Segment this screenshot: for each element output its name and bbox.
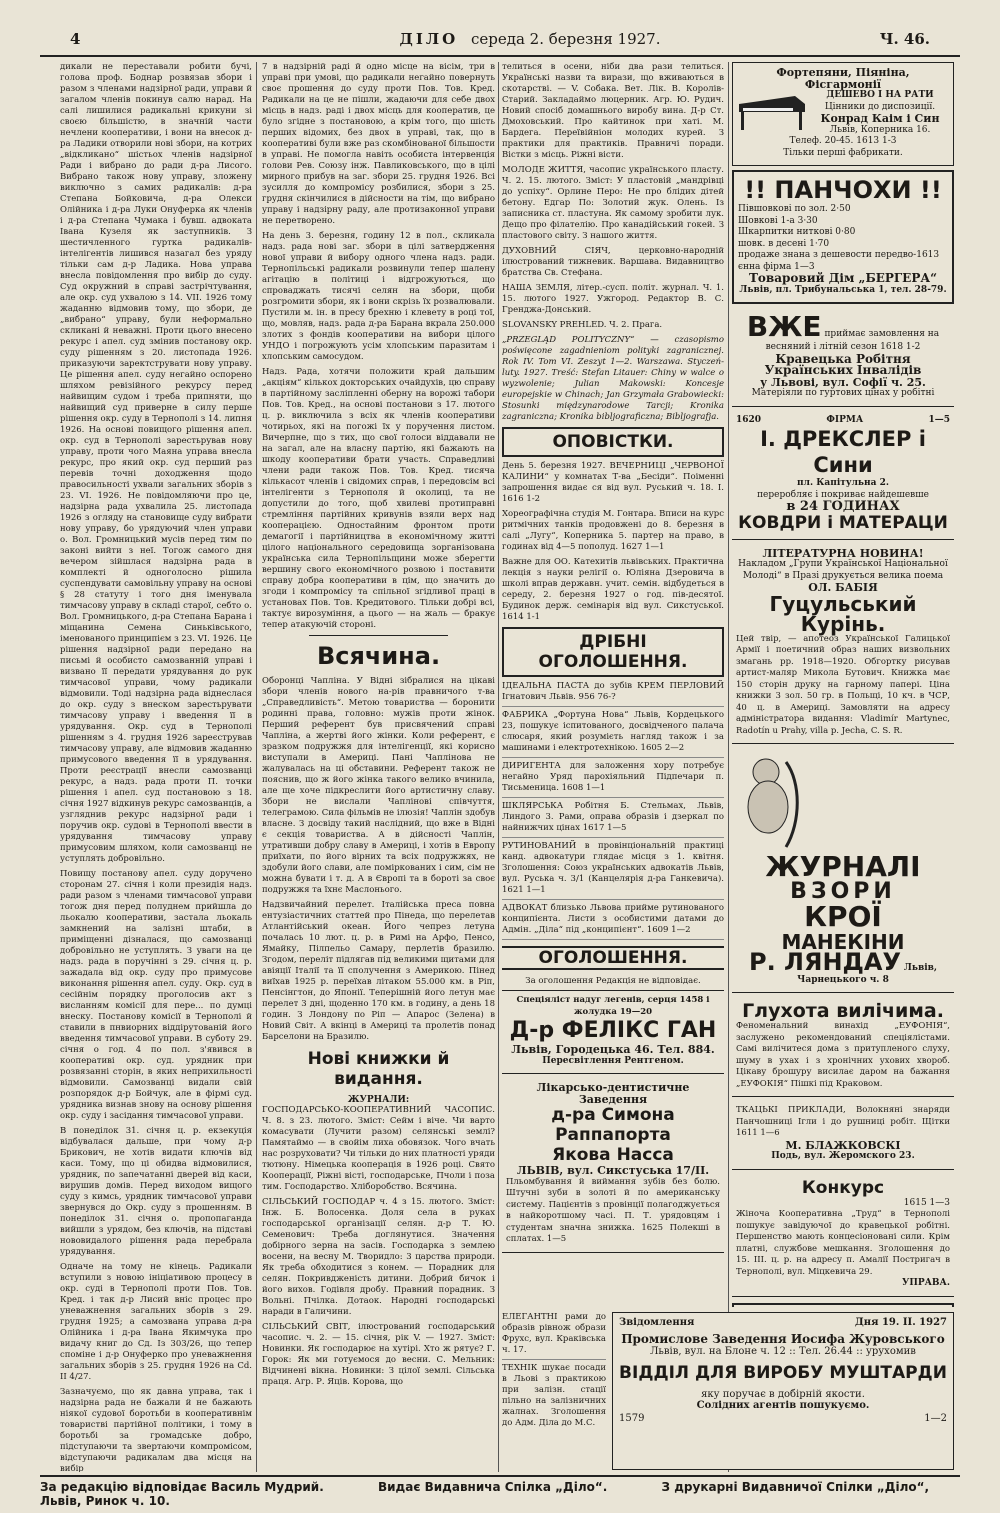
mustard-ad — [612, 1312, 954, 1470]
piano-ad — [732, 62, 954, 166]
mustard-line: Промислове Заведення Иосифа Журовського — [621, 1332, 945, 1346]
weaving-ad — [732, 1101, 954, 1170]
footer-editor: За редакцію відповідає Василь Мудрий. — [40, 1480, 324, 1494]
drexler-address: пл. Капітульна 2. — [797, 478, 889, 488]
article-paragraph: Надз. Рада, хотячи положити край дальшим „акціям“ кількох докторських очайдухів, цю справу в партійному засліпленні оберну на ворожі табори Пов. Тов. Кред., на основі постанови з 17. лютого ц. р. виключила з всіх як членів кооперативи чотирьох, які на погожі їх у поручення листом. Вичерпне, що з тих, що свої голоси віддавали не на загал, але на власну партію, які бажають на шкоду кооперативи брати участь. Справедливі члени ради також Пов. Тов. Кред. тисяча кількасот членів і свідомих справ, і передовсім всі інтелігенти з Тернополя й околиці, та не допустили до того, щоб хвилеві протиправні стремління партійних кривунів взяли верх над кооперацією. Одностайним фронтом проти демагогії і партійництва в економічному житті цілого національного середовища зорганізована українська сила Тернопільщини може зберегти вершину свого економічного розвою і поставити справу добра кооперативи в цім, що значить до згоди і компромісу та спільної згідливої праці в установах Пов. Тов. Кредитового. Тільки добрі всі, тактує вирозуміння, а цього — на жаль — бракує тепер атакуючій стороні. — [262, 367, 495, 630]
weaving-name: М. БЛАЖКОВСКІ — [785, 1138, 901, 1152]
column-2 — [262, 62, 495, 1472]
piano-note: Тільки перші фабрикати. — [783, 147, 903, 158]
issue-number: Ч. 46. — [879, 30, 930, 48]
spread-paper-slogan — [732, 1303, 954, 1308]
book-item: „PRZEGLĄD POLITYCZNY“ — czasopismo poświęcone zagadnieniom polityki zagranicznej. Rok IV. Tom VI. Zeszyt 1—2. Warszawa. Styczeń-luty. 1927. Treść: Stefan Litauer: Chiny w walce o wyzwolenie; Julian Makowski: Koncesje europejskie w Chinach; Jan Grzymała Grabowiecki: Stosunki międzynarodowe Tarcji; Kronika zagraniczna; Kronika bibljograficzna; Bibljografja. — [502, 335, 724, 422]
contest-num: 1615 1—3 — [903, 1197, 950, 1208]
piano-phone: Телеф. 20-45. 1613 1-3 — [789, 136, 897, 146]
dental-ad — [502, 1078, 724, 1253]
dental-line: д-ра Симона Раппапорта — [551, 1105, 675, 1145]
journals-label: ЖУРНАЛИ: — [347, 1095, 410, 1105]
tailor-address: у Львові, вул. Софії ч. 25. — [760, 375, 926, 389]
column-1 — [60, 62, 252, 1472]
footer-rule — [40, 1475, 960, 1477]
contest-body: Жіноча Кооперативна „Труд“ в Тернополі пошукує завідуючої до кравецької робітні. Першенство мають концесіоновані сили. Крім платні, службове мешкання. Зголошення до 15. III. ц. р. на адресу п. Амалії Постригач в Тернополі, вул. Міцкевича 29. — [736, 1209, 950, 1277]
book-item: НАША ЗЕМЛЯ, літер.-сусп. політ. журнал. Ч. 1. 15. лютого 1927. Ужгород. Редактор В. С. Гренджа-Донський. — [502, 283, 724, 315]
drexler-label: ФІРМА — [826, 414, 864, 425]
mustard-date: Дня 19. II. 1927 — [854, 1317, 947, 1328]
section-title-announcements: ОПОВІСТКИ. — [502, 427, 724, 457]
stockings-line: шовк. в десені 1·70 — [738, 238, 830, 249]
book-item: SLOVANSKY PREHLED. Ч. 2. Прага. — [502, 320, 663, 330]
column-divider — [256, 62, 257, 1472]
weaving-address: Подь, вул. Жеромского 23. — [771, 1151, 915, 1161]
dental-address: ЛЬВІВ, вул. Сикстуська 17/II. — [516, 1164, 710, 1177]
book-item: ДУХОВНИЙ СІЯЧ, церковно-народній ілюстрований тижневик. Варшава. Видавництво братства Св. Стефана. — [502, 246, 724, 278]
article-paragraph: Одначе на тому не кінець. Радикали вступили з новою ініціативою процесу в окр. суді в Тернополі проти Пов. Тов. Кред. і так д-р Лисий вніс процес про уневажнення загальних зборів з 29. грудня 1925; а самозвана управа д-ра Олійника і д-ра Івана Якимчука про видачу книг до Сд. Із 303/26, що тепер споміне і д-р Онуферко про уневажнення загальних зборів з 25. грудня 1926 на Cd. II 4/27. — [60, 1262, 252, 1382]
footer-publisher: Видає Видавнича Спілка „Діло“. — [377, 1480, 608, 1494]
mustard-title: ВІДДІЛ ДЛЯ ВИРОБУ МУШТАРДИ — [619, 1363, 947, 1383]
doctor-ad — [502, 990, 724, 1074]
tailor-firm: Кравецька Робітня Українських Інвалідів — [764, 351, 922, 377]
stockings-line: Шовкові 1-а 3·30 — [738, 215, 818, 226]
doctor-ad-top: Спеціяліст надуг легенів, серця 1458 і жолудка 19—20 — [516, 995, 710, 1017]
mustard-notice: Звідомлення — [619, 1317, 695, 1328]
book-item: телиться в осени, ніби два рази телиться. Українські назви та вирази, що вживаються в скотарстві. — V. Собака. Вет. Лік. В. Королів-Старий. Закладаймо люцерник. Агр. Ю. Рудич. Новий спосіб домашнього виробу вина. Д-р Ст. Дмоховський. Про кайтинок при хаті. М. Бардега. Переївійніон молодих курей. З практики для практиків. Правничі поради. Вістки з місць. Ріжні вісти. — [502, 62, 724, 160]
tailor-text: приймає замовлення на весняний і літній сезон 1618 1-2 — [765, 329, 940, 352]
stockings-address: Львів, пл. Трибунальська 1, тел. 28-79. — [739, 284, 947, 295]
article-paragraph: В понеділок 31. січня ц. р. екзекуція відбувалася дальше, при чому д-р Брикович, не хотів видати ключів від каси. Тому, що ці обидва відмовилися, урядник, по запечатанні дверей від каси, вирушив домів. Перед виходом вищого суду з кимсь, урядник тимчасової управи звернувся до Окр. суду з прошенням. В понеділок 31. січня о. пропопаганда вийшли з урядом, без ключів, на підставі нововидалого рішення рада перебрала урядування. — [60, 1126, 252, 1257]
page-number: 4 — [70, 30, 81, 48]
small-ad: ЕЛЕГАНТНІ рами до образів рівнож образи Фрухс, вул. Кракiвська ч. 17. — [502, 1312, 606, 1360]
journals-ad-name: Р. ЛЯНДАУ — [748, 948, 901, 976]
column-divider — [498, 62, 499, 1472]
masthead-title: ДІЛО — [399, 30, 459, 48]
small-ad: АДВОКАТ близько Львова прийме рутинованого конципієнта. Листи з особистими датами до Адмін. „Діла“ під „конципієнт“. 1609 1—2 — [502, 903, 724, 940]
journals-ad-line: ЖУРНАЛІ — [765, 850, 921, 883]
stockings-firm: Товаровий Дім „БЕРГЕРА“ — [748, 271, 938, 285]
news-item: Оборонці Чапліна. У Відні зібралися на цікаві збори членів нового на-рів правничого т-ва „Справедливість“. Метою товариства — боронити родинні права, головно: мужів проти жінок. Перший референт був присвячений справі Чапліна, а жертві його жінки. Коли референт, є зразком подружжя для інтелігенції, які корисно виступали в Америці. Пані Чаплінова не жалувалась на ці обставини. Референт також не пояснив, що ж його жінка такого велико вчинила, але ще хоче підкреслити його артистичну славу. Збори не вислали Чаплінові співчуття, телеграмою. Сила фільмів не ілюзія! Чаплін здобув власне. З досвіду такий наслідний, що вже в Відні є секція товариства. А в дійсності Чаплін, утративши добру славу в Америці, і хотів в Европу приїхати, по його вірних та всіх подружжях, не здобули його слави, але поміркованих і сим, сім не можна бувати і т. д. А в Європі та в бороті за своє подружжя та їхнє Маслонього. — [262, 676, 495, 895]
mannequin-figure-icon — [736, 752, 806, 852]
section-title-notices: ОГОЛОШЕННЯ. — [502, 946, 724, 970]
column-4 — [732, 62, 954, 1307]
page-header — [40, 30, 960, 54]
drexler-ad — [732, 411, 954, 540]
piano-text: Цінники до диспозиції. — [824, 101, 936, 112]
small-ad: ТЕХНІК шукає посади в Льові з практикою при залізн. стації пільно на залізничних жалнах. Зголошення до Адм. Діла до М.С. — [502, 1363, 606, 1428]
piano-ad-title: Фортепяни, Піяніна, Фісгармонії — [776, 66, 910, 91]
piano-firm: Конрад Каім і Син — [820, 112, 940, 125]
contest-head: Конкурс — [801, 1177, 885, 1198]
stockings-ad — [732, 170, 954, 304]
section-title-vsiachyna: Всячина. — [316, 642, 441, 670]
column-divider — [728, 62, 729, 1472]
book-item: МОЛОДЕ ЖИТТЯ, часопис українського пласту. Ч. 2. 15. лютого. Зміст: У пластовій „мандрівці до успіху“. Орлине Перо: Не про блідих дітей бетону. Едгар По: Золотий жук. Олень. Із записника ст. пластуна. Як самому зробити лук. Дещо про філателію. Про канадійський гокей. З пластового світу. З нашого життя. — [502, 165, 724, 241]
doctor-address: Львів, Городецька 46. Тел. 884. — [511, 1043, 715, 1056]
small-ad: ДИРИГЕНТА для заложення хору потребує негайно Уряд парохіяльний Підпечари п. Тисьменица. 1608 1—1 — [502, 761, 724, 798]
news-item: Надзвичайний перелет. Італійська преса повна ентузіастичних статтей про Пінеда, що перелетав Атлантійський океан. Його чепрез летуна почалась 10 лют. ц. р. в Римі на Арфо, Пенсо, Ямайку, Пілпельо Самару, перлетів бразилю. Згодом, переліт підлягав під великими щитами для авіяції Італії та її сполучення з Америкою. Пінед виїхав 1925 р. переїхав літаком 55.000 км. в Ріп, Пенсінгтон, до Японії. Теперішній його летун має перелет 3 дні, щоденно 170 км. в годину, а день 18 годин. З Лондону по Ріп — Апарос (Зелена) в Новий Світ. А вкінці в Америці та пролетів понад Барселони на Бразилю. — [262, 900, 495, 1042]
small-ad: ІДЕАЛЬНА ПАСТА до зубів КРЕМ ПЕРЛОВИЙ Ігнатович Львів. 956 76-? — [502, 681, 724, 707]
drexler-hours: в 24 ГОДИНАХ — [786, 499, 900, 514]
dental-line: Якова Насса — [552, 1145, 674, 1165]
tailor-ad — [732, 308, 954, 407]
drexler-num: 1620 — [736, 414, 762, 425]
weaving-text: ТКАЦЬКІ ПРИКЛАДИ, Волокняні знаряди Панчошниці Ігли і до рушниці робіт. Щітки 1611 1—6 — [736, 1105, 950, 1138]
article-paragraph: дикали не переставали робити бучі, голова проф. Боднар розвязав збори і разом з членами надзірної ради, управи й загалом членів покинув салю нарад. На салі лишилися радикальні крикуни зі своєю більшістю, в значній части нечлени кооперативи, і вони на внесок д-ра Ладики отворили нові збори, на котрих „відкликано“ шістьох членів надзірної Ради і вибрано до ради д-ра Лисого. Вибрано також нову управу, зложену виключно з самих радикалів: д-ра Степана Бойковича, д-ра Олекси Олійника і д-ра Луки Онуферка як членів і д-ра Степана Чумака і бувш. адвоката Івана Кузеля як заступників. З шестичленного гуртка радикалів-інтелігентів лишився назагал без уряду тільки сам д-р Ладика. Нова управа внесла повідомлення про вибір до суду. Суд окружний в справі застрічтування, але окр. суд ухвалою з 14. VII. 1926 тому жаданню відмовив тому, що збори, де „вибрано“ управу, були неформально скликані й неважні. Проти цього внесено рекурс і апел. суд змінив постанову окр. суду рішенням з 20. листопада 1926. приказуючи заректструвати нову управу. Це рішення апел. суду негайно оспорено шляхом ревізійного рекурсу перед найвищим судом і треба припняти, що найвищий суд приверне в силу перше рішення окр. суду в Тернополі з 14. липня 1926. На основі повищого рішення апел. окр. суд в Тернополі зарестьрував нову управу, проти чого Маяна управа внесла рекурс, про який окр. суд перший раз перевів точні доходження щодо правосильності ухвали загальних зборів з 23. VI. 1926. Не повідомляючи про це, надзірна рада ухвалила 25. листопада 1926 з огляду на становище суду вибрати нову управу, бо урядуючий член управи о. Вол. Громницький мусів перед тим по законі вийти з неї. Тогож самого дня вечером зійшлася надзірна рада в комплекті й одноголосно рішила суспендувати самовільну управу на основі § 28 статуту і того дня іменувала тимчасову управу в складі старої, себто о. Вол. Громницького, д-ра Степана Барана і міщанина Семена Синьківського, іменованого принципієм з 23. VI. 1926. Це рішення надзірної ради передано на письмі й особисто самозванній управі і визвано її передати урядування до рук тимчасової управи, чому радикали відмовили. Тоді надзірна рада віднеслася до окр. суду з внеском зарестьрувати тимчасову управу і введення її в урядування. Окр. суд в Тернополі рішенням з 4. грудня 1926 зареєстрував тимчасову управу, але відмовив жаданню примусового введення її в урядування. Проти реєстрації внесли самозванці рекурс, а надз. рада проти П. точки рішення і апел. суд постановою з 18. січня 1927 відкинув рекурс самозванців, а узгляднив рекурс надзірної ради і поручив окр. судові в Тернополі ввести в урядування тимчасову управу примусовим шляхом, коли самозванці не уступлять добровільно. — [60, 62, 252, 864]
small-ad: ФАБРИКА „Фортуна Нова“ Львів, Кордецького 23, пошукує іспитованого, досвідченого палача слюсаря, який розумієть нагляд також і за машинами і електротехнікою. 1605 2—2 — [502, 710, 724, 758]
drexler-name: І. ДРЕКСЛЕР і Сини — [760, 427, 926, 477]
drexler-text: переробляє і покриває найдешевше — [757, 489, 929, 500]
doctor-name: Д-р ФЕЛІКС ГАН — [509, 1018, 717, 1043]
doctor-note: Пересвітлення Рентгеном. — [542, 1055, 684, 1066]
article-paragraph: 7 в надзірній раді й одно місце на вісім, три в управі при умові, що радикали негайно повернуть своє прошення до суду проти Пов. Тов. Кред. Радикали на це не пішли, жадаючи для себе двох місць в надз. раді і двох місць для кооператив, це було згідне з постановою, а крім того, що шість перших відомих, без двох в управі, так, що в кооперативі були вже раз скомбінованої більшости в управі. Не помогла навіть особиста інтервенція голови Рев. Союзу інж. Павликовського, що в цілі мирного прибув на заг. збори 25. грудня 1926. Всі зусилля до компромісу розбилися, збори з 25. грудня скінчилися в дійсности на тім, що вибрано управу і надзірну раду, але протизаконної управи не перетворено. — [262, 62, 495, 226]
literary-body: Цей твір, — апотеоз Української Галицької Армії і поетичний образ наших визвольних змагань рр. 1918—1920. Обгортку рисував артист-маляр Микола Бутович. Книжка має 150 сторін друку на гарному папері. Ціна книжки 3 зол. 50 гр. в Польщі, 10 кч. в ЧСР, 40 ц. в Америці. Замовляти на адресу адміністратора видання: Vladimír Martynec, Radotín u Prahy, villa p. Jecha, C. S. R. — [736, 633, 950, 736]
literary-head: ЛІТЕРАТУРНА НОВИНА! — [762, 546, 924, 560]
book-item: СІЛЬСЬКИЙ СВІТ, ілюстрований господарський часопис. ч. 2. — 15. січня, рік V. — 1927. Зміст: Новинки. Як господарює на хутірі. Хто ж рятує? Г. Горок: Як ми готуємося до весни. С. Мельник: Відчинені вікна. Новинки: З цілої землі. Сільська праця. Агр. Р. Яців. Корова, що — [262, 1322, 495, 1387]
literary-text: Накладом „Групи Української Національної Молоді“ в Празі друкується велика поема — [738, 559, 948, 581]
literary-title: Гуцульський Курінь. — [769, 591, 917, 636]
column-3 — [502, 62, 724, 1307]
piano-address: Львів, Коперника 16. — [829, 124, 931, 135]
mustard-num: 1579 — [619, 1413, 645, 1424]
tailor-head: ВЖЕ — [746, 310, 822, 343]
drexler-count: 1—5 — [928, 414, 950, 425]
notices-note: За оголошення Редакція не відповідає. — [525, 976, 701, 986]
drexler-items: КОВДРИ і МАТЕРАЦИ — [738, 512, 948, 533]
issue-date: середа 2. березня 1927. — [470, 30, 661, 48]
mustard-bottom — [619, 1413, 947, 1424]
article-paragraph: На день 3. березня, годину 12 в пол., скликала надз. рада нові заг. збори в цілі затвердження нової управи й вибору одного члена надз. ради. Тернопільські радикали розвинули тепер шалену агітацію в політиці і відгрожуються, що спроваджать тисячі селян на збори, щоби розгромити збори, як і вони скрізь їх розвалювали. Пустили м. ін. в пресу брехню і клевету в році тої, що, мовляв, надз. рада д-ра Барана вкрала 250.000 злотих з фондів кооперативи на вибори цілого УНДО і погрожують усім хлопським паразитам і хлопським самосудом. — [262, 231, 495, 362]
stockings-line: продаже знана з дешевости передво-1613 єнна фірма 1—3 — [738, 250, 940, 272]
mustard-line: Львів, вул. на Блоне ч. 12 :: Тел. 26.44 :: урухомив — [650, 1346, 916, 1357]
small-ad: ШКЛЯРСЬКА Робітня Б. Стельмах, Львів, Линдого 3. Рами, оправа образів і дзеркал по найнижчих цінах 1617 1—5 — [502, 801, 724, 838]
journals-ad-line: КРОЇ — [804, 900, 882, 933]
header-rule — [40, 55, 960, 57]
journals-ad-line: МАНЕКІНИ — [781, 930, 905, 954]
small-ad: РУТИНОВАНИЙ в провінціональній практиці канд. адвокатури глядає місця з 1. квітня. Зголошення: Союз українських адвокатів Львів, вул. Руська ч. 3/1 (Канцелярія д-ра Ганкевича). 1621 1—1 — [502, 841, 724, 900]
literary-author: ОЛ. БАБІЯ — [808, 581, 878, 594]
dental-body: Пльомбування й виймання зубів без болю. Штучні зуби в золоті й по американську систему. Пацієнтів з провінції полагоджується в найкоротшому часі. П. Т. урядовцям і студентам значна знижка. 1625 Полекші в сплатах. 1—5 — [506, 1176, 720, 1244]
contest-ad — [732, 1174, 954, 1297]
section-title-books: Нові книжки й видання. — [307, 1049, 450, 1089]
mustard-count: 1—2 — [924, 1413, 947, 1424]
masthead — [380, 30, 680, 48]
piano-icon — [737, 90, 807, 132]
announcement: Важне для ОО. Катехитів львівських. Практична лекція з науки релігії о. Юліяна Дзерoвича в школі вправ державн. учит. семін. відбудеться в середу, 2. березня 1927 о год. пів-десятої. Будинок держ. семінарія від вул. Сикстуської. 1614 1-1 — [502, 557, 724, 622]
page-footer — [40, 1480, 960, 1508]
journals-ad — [732, 748, 954, 993]
mustard-line: Солідних агентів пошукуємо. — [696, 1400, 870, 1411]
tailor-note: Матеріяли по гуртових цінах у робітні — [751, 388, 935, 398]
deaf-body: Феноменальний винахід „ЕУФОНІЯ“, заслужено рекомендований спеціялістами. Самі вилічитеся дома з притупленого слуху, шуму в ухах і з хронічних ухових хвороб. Цікаву брошуру висилає даром на бажання „ЕУФОКІЯ“ Пішкі під Краковом. — [736, 1021, 950, 1089]
deaf-ad — [732, 997, 954, 1097]
literary-ad — [732, 544, 954, 745]
article-paragraph: Зазначуємо, що як давна управа, так і надзірна рада не бажали й не бажають ніякої судової боротьби в кооперативнім товаристві партійної політики, і тому в боротьбі за громадське добро, підступаючи та звертаючи компромісом, відступаючи радикалам два місця на вибір — [60, 1387, 252, 1472]
announcement: Хореографічна студія М. Гонтара. Вписи на курс ритмічних танків продовжені до 8. березня в салі „Лугу“, Коперника 5. партер на право, в годинах від 4—5 пополуд. 1627 1—1 — [502, 509, 724, 552]
stockings-title: !! ПАНЧОХИ !! — [744, 176, 942, 204]
column-3-bottom-ads — [502, 1312, 606, 1470]
drexler-top — [736, 415, 950, 427]
book-item: СІЛЬСЬКИЙ ГОСПОДАР ч. 4 з 15. лютого. Зміст: Інж. Б. Волосенка. Доля села в руках господарської організації селян. д-р Т. Ю. Семенович: Треба доглянутися. Значення добірного зерна на засів. Господарка з землею восени, на весну М. Творидло: 3 царства природи. Як треба обходитися з конем. — Порадник для селян. Покривдженість дитини. Добрий бичок і його вихов. Годівля дробу. Правний порадник. З Вольні. Пчілка. Дотаок. Народні господарські наради в Галичини. — [262, 1197, 495, 1317]
deaf-head: Глухота вилічима. — [742, 1000, 944, 1022]
mustard-top — [619, 1317, 947, 1328]
journals-ad-address: Львів, Чарнецького ч. 8 — [797, 963, 938, 985]
stockings-line: Шкарпитки ниткові 0·80 — [738, 227, 856, 237]
mustard-line: яку поручає в добірній якости. — [701, 1389, 865, 1400]
contest-sign: УПРАВА. — [902, 1278, 950, 1288]
book-item: ГОСПОДАРСЬКО-КООПЕРАТИВНИЙ ЧАСОПИС. Ч. 8. з 23. лютого. Зміст: Сейм і віче. Чи варто комасувати (Лучити разом) селянські землі? Памятаймо — в свойім лиха обовязок. Чого вчать нас розруховати? Чи тільки до них платності уряди тютюну. Німецька кооперація в 1926 році. Свято Кооперації, Ріжні вісті, господарське, Пчоли і поза тим. Господарство. Хліборобство. Всячина. — [262, 1105, 495, 1192]
footer-printer: З друкарні Видавничої Спілки „Діло“, Львів, Ринок ч. 10. — [40, 1480, 930, 1508]
article-paragraph: Повищу постанову апел. суду доручено сторонам 27. січня і коли президія надз. ради разом з членами тимчасової управи тогож дня перед полуднем прийшла до льокалю кооперативи, застала льокаль замкнений на залізні штаби, в приміщенні дізналася, що самозванці добровільно не уступлять. З уваги на це надз. рада в поручінні з 29. січня ц. р. зажадала від окр. суду про примусове виконання рішення апел. суду. Окр. суд в сесійнім порядку проголосив акт з висланням комісії для пере... по думці внеску. Постанову комісії в Тернополі й ставили в пнвиорних віддірутованій його введення тимчасової управи. В суботу 29. січня о год. 4 по пол. з'явився в кооперативі окр. суд. урядник при розвязанні сторін, в яких неприхильності відмовили. Самозванці видали свій розпорядок д-р Бойчук, але в фірмі суд. урядника визнав знову на основу рішення окр. суду і засідання тимчасової управи. — [60, 869, 252, 1121]
stockings-line: Півшовкові по зол. 2·50 — [738, 204, 851, 214]
announcement: День 5. березня 1927. ВЕЧЕРНИЦІ „ЧЕРВОНОЇ КАЛИНИ“ у комнатах Т-ва „Бесіди“. Поіменні запрошення видає ся від вул. Руський ч. 18. І. 1616 1-2 — [502, 461, 724, 504]
section-title-small-ads: ДРІБНІ ОГОЛОШЕННЯ. — [502, 627, 724, 677]
journals-ad-line: ВЗОРИ — [790, 879, 896, 904]
dental-line: Лікарсько-дентистичне Заведення — [536, 1081, 690, 1106]
piano-slogan: ДЕШЕВО І НА РАТИ — [826, 90, 934, 100]
divider — [309, 635, 449, 636]
